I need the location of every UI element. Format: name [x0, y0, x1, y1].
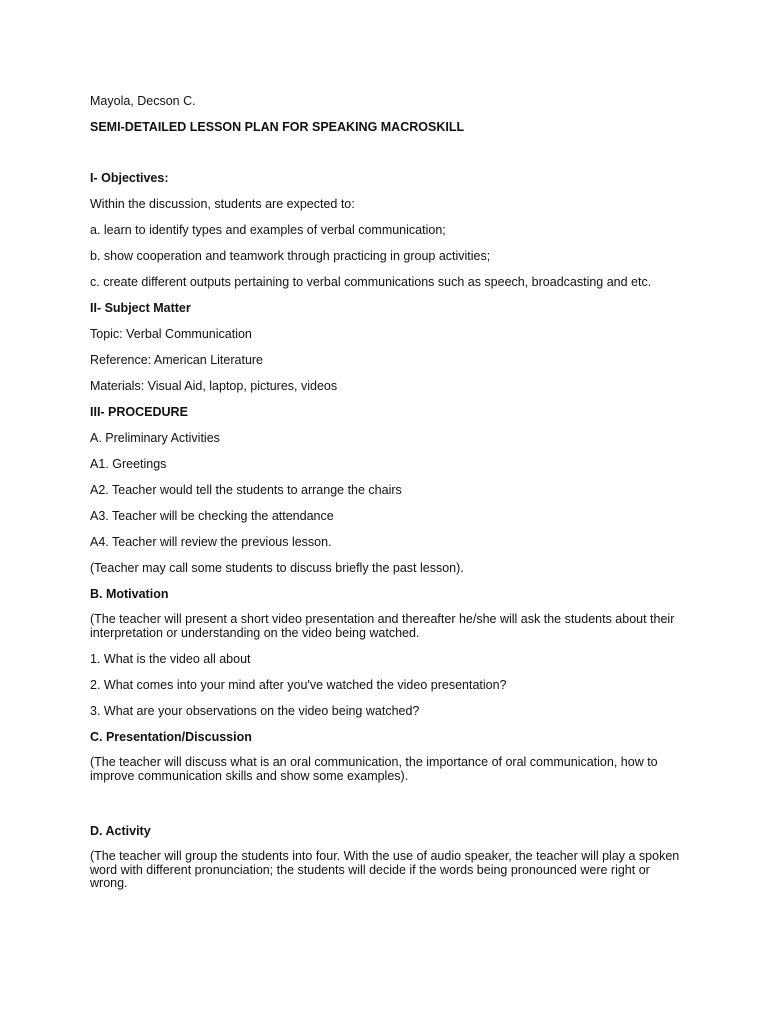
preliminary-item: A3. Teacher will be checking the attendance: [90, 509, 334, 523]
objectives-heading: I- Objectives:: [90, 171, 169, 185]
subject-matter-heading: II- Subject Matter: [90, 301, 191, 315]
presentation-heading: C. Presentation/Discussion: [90, 730, 252, 744]
motivation-question: 3. What are your observations on the video being watched?: [90, 704, 420, 718]
motivation-question: 1. What is the video all about: [90, 652, 251, 666]
subject-topic: Topic: Verbal Communication: [90, 327, 252, 341]
subject-reference: Reference: American Literature: [90, 353, 264, 367]
presentation-description: (The teacher will discuss what is an oral communication, the importance of oral communication, how to improve communication skills and show some examples).: [90, 755, 658, 783]
activity-heading: D. Activity: [90, 824, 151, 838]
activity-description: (The teacher will group the students into four. With the use of audio speaker, the teacher will play a spoken word with different pronunciation; the students will decide if the words being pronounced were right or wrong.: [90, 849, 680, 890]
preliminary-item: A4. Teacher will review the previous lesson.: [90, 535, 332, 549]
preliminary-heading: A. Preliminary Activities: [90, 431, 220, 445]
preliminary-item: A2. Teacher would tell the students to arrange the chairs: [90, 483, 402, 497]
objectives-intro: Within the discussion, students are expected to:: [90, 197, 355, 211]
subject-materials: Materials: Visual Aid, laptop, pictures, videos: [90, 379, 338, 393]
preliminary-note: (Teacher may call some students to discuss briefly the past lesson).: [90, 561, 464, 575]
author-name: Mayola, Decson C.: [90, 94, 196, 108]
document-title: SEMI-DETAILED LESSON PLAN FOR SPEAKING MACROSKILL: [90, 120, 465, 134]
objective-item: a. learn to identify types and examples of verbal communication;: [90, 223, 446, 237]
objective-item: b. show cooperation and teamwork through practicing in group activities;: [90, 249, 491, 263]
preliminary-item: A1. Greetings: [90, 457, 167, 471]
motivation-question: 2. What comes into your mind after you've watched the video presentation?: [90, 678, 507, 692]
motivation-heading: B. Motivation: [90, 587, 169, 601]
motivation-description: (The teacher will present a short video presentation and thereafter he/she will ask the students about their interpretation or understanding on the video being watched.: [90, 612, 675, 640]
objective-item: c. create different outputs pertaining to verbal communications such as speech, broadcasting and etc.: [90, 275, 652, 289]
procedure-heading: III- PROCEDURE: [90, 405, 188, 419]
